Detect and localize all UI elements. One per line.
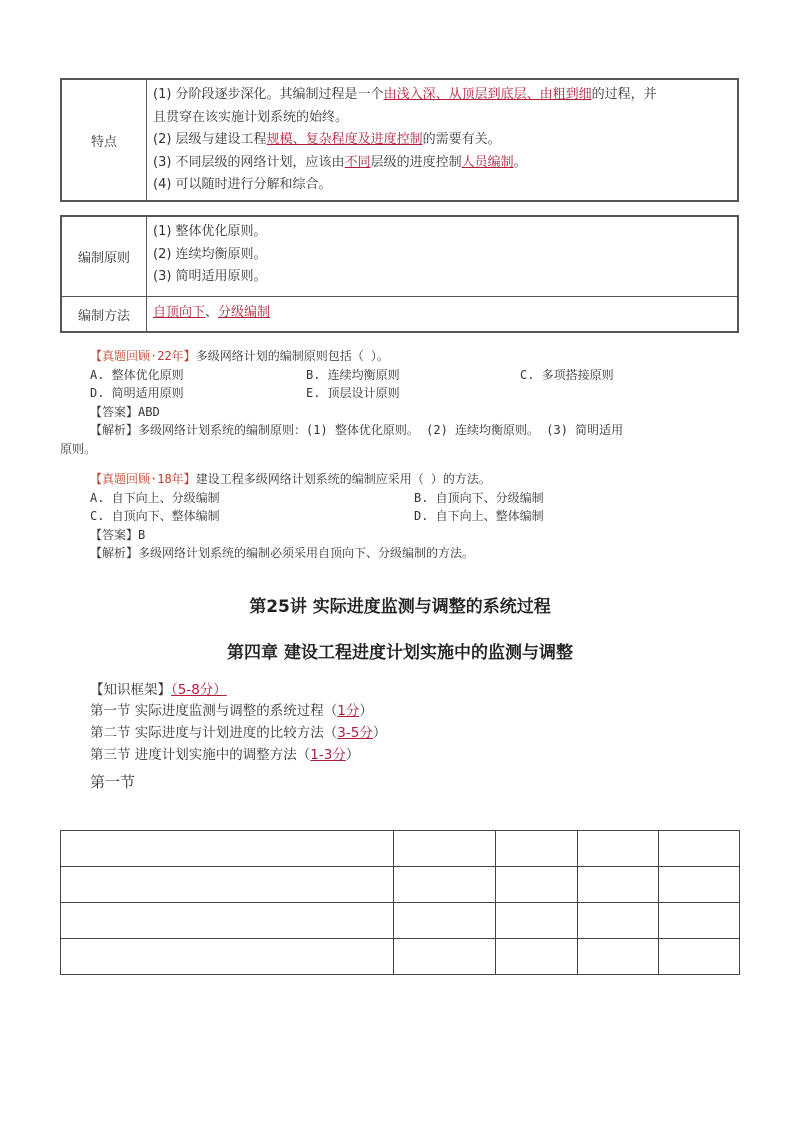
q1-tag: 【真题回顾·22年】 xyxy=(90,349,196,363)
table-row xyxy=(61,831,740,867)
principle-item: (2) 连续均衡原则。 xyxy=(153,246,267,262)
method-hierarchical: 分级编制 xyxy=(218,305,271,320)
feature-text: (2) 层级与建设工程 xyxy=(153,132,267,147)
feature-text: (4) 可以随时进行分解和综合。 xyxy=(153,177,332,192)
framework-section-3: 第三节 进度计划实施中的调整方法（1-3分） xyxy=(90,747,360,763)
q2-stem: 建设工程多级网络计划系统的编制应采用（ ）的方法。 xyxy=(195,472,491,486)
empty-grid-table xyxy=(60,830,740,975)
feature-keyword: 人员编制 xyxy=(461,154,514,170)
q2-option-d: D. 自下向上、整体编制 xyxy=(414,509,544,523)
table-row xyxy=(61,903,740,939)
features-table xyxy=(60,78,739,202)
method-top-down: 自顶向下 xyxy=(153,305,206,320)
framework-label: 【知识框架】 xyxy=(90,682,171,698)
feature-line xyxy=(153,84,731,107)
q1-stem: 多级网络计划的编制原则包括（ ）。 xyxy=(195,349,389,363)
q2-analysis: 【解析】多级网络计划系统的编制必须采用自顶向下、分级编制的方法。 xyxy=(90,546,475,560)
q2-answer: 【答案】B xyxy=(90,528,146,542)
feature-line xyxy=(153,174,731,197)
features-label: 特点 xyxy=(62,80,147,200)
feature-keyword: 不同 xyxy=(344,154,371,170)
principles-table xyxy=(60,215,739,333)
section-score: 1-3分 xyxy=(310,747,346,763)
feature-keyword: 规模、复杂程度及进度控制 xyxy=(266,132,423,147)
principles-content xyxy=(147,217,737,296)
framework-section-2: 第二节 实际进度与计划进度的比较方法（3-5分） xyxy=(90,725,387,741)
q1-option-b: B. 连续均衡原则 xyxy=(306,368,400,382)
section-score: 3-5分 xyxy=(337,725,373,741)
feature-text: (3) 不同层级的网络计划，应该由 xyxy=(153,154,345,170)
framework-score: （5-8分） xyxy=(171,682,227,698)
principle-item: (3) 简明适用原则。 xyxy=(153,269,267,284)
q1-option-d: D. 简明适用原则 xyxy=(90,386,184,400)
feature-text: 层级的进度控制 xyxy=(370,154,462,170)
section-heading: 第一节 xyxy=(90,773,136,791)
q2-option-c: C. 自顶向下、整体编制 xyxy=(90,509,220,523)
method-label: 编制方法 xyxy=(62,297,147,331)
section-score: 1分 xyxy=(337,703,360,719)
q2-stem-line xyxy=(90,470,491,487)
method-sep: 、 xyxy=(205,305,219,320)
q2-tag: 【真题回顾·18年】 xyxy=(90,472,196,486)
method-content xyxy=(147,297,737,331)
feature-text: 的需要有关。 xyxy=(422,132,501,147)
feature-text: 且贯穿在该实施计划系统的始终。 xyxy=(153,109,349,125)
chapter-title: 第四章 建设工程进度计划实施中的监测与调整 xyxy=(227,643,573,663)
framework-line xyxy=(90,678,227,698)
feature-keyword: 由浅入深、从顶层到底层、由粗到细 xyxy=(383,87,592,102)
principles-label: 编制原则 xyxy=(62,217,147,296)
feature-text: 。 xyxy=(513,154,527,170)
feature-line xyxy=(153,129,731,152)
lecture-title: 第25讲 实际进度监测与调整的系统过程 xyxy=(249,597,551,617)
table-row xyxy=(61,867,740,903)
feature-text: 的过程，并 xyxy=(591,87,657,102)
q1-stem-line xyxy=(90,347,389,364)
q1-option-a: A. 整体优化原则 xyxy=(90,368,184,382)
framework-section-1: 第一节 实际进度监测与调整的系统过程（1分） xyxy=(90,703,373,719)
q1-option-e: E. 顶层设计原则 xyxy=(306,386,400,400)
feature-text: (1) 分阶段逐步深化。其编制过程是一个 xyxy=(153,87,384,102)
principle-item: (1) 整体优化原则。 xyxy=(153,224,267,239)
feature-line xyxy=(153,107,731,130)
q1-analysis-line1: 【解析】多级网络计划系统的编制原则：(1) 整体优化原则。 (2) 连续均衡原则。 (3) 简明适用 xyxy=(90,423,624,437)
q2-option-a: A. 自下向上、分级编制 xyxy=(90,491,220,505)
q2-option-b: B. 自顶向下、分级编制 xyxy=(414,491,544,505)
feature-line xyxy=(153,152,731,175)
q1-answer: 【答案】ABD xyxy=(90,405,160,419)
features-content xyxy=(147,80,737,200)
q1-analysis-line2: 原则。 xyxy=(60,442,97,456)
table-row xyxy=(61,939,740,975)
q1-option-c: C. 多项搭接原则 xyxy=(520,368,614,382)
